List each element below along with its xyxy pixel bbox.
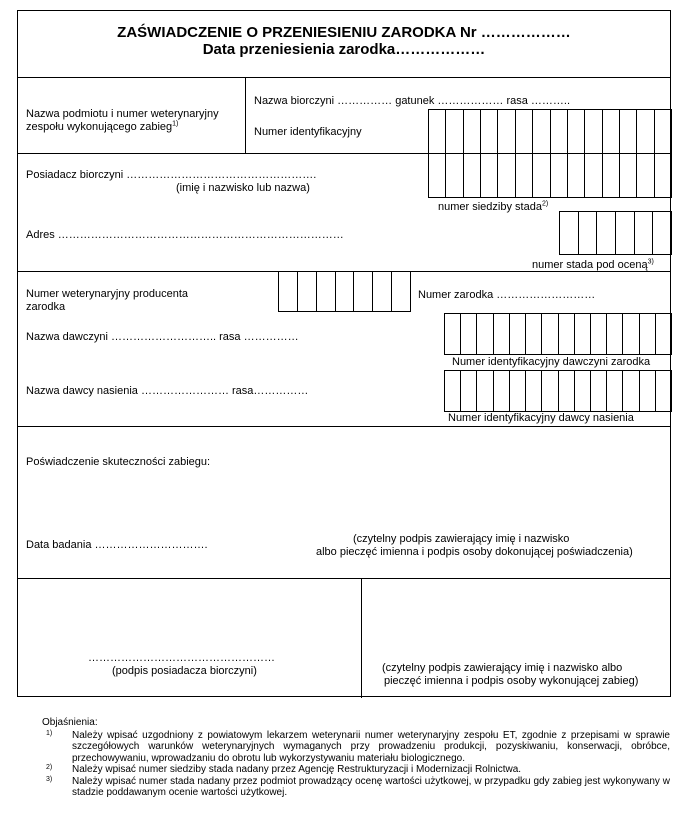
entity-label: Nazwa podmiotu i numer weterynaryjny bbox=[26, 108, 219, 120]
owner-hint: (imię i nazwisko lub nazwa) bbox=[176, 182, 310, 194]
owner-signature-hint: (podpis posiadacza biorczyni) bbox=[112, 665, 257, 677]
producer-label-line2: zarodka bbox=[26, 301, 66, 313]
vet-signature-hint-line2: pieczęć imienna i podpis osoby wykonującej zabieg) bbox=[384, 675, 639, 687]
footnotes bbox=[42, 717, 670, 799]
confirm-signature-hint: (czytelny podpis zawierający imię i nazwisko bbox=[353, 533, 570, 545]
address-line[interactable]: Adres …………………………………………………………………… bbox=[26, 229, 344, 241]
owner-line[interactable]: Posiadacz biorczyni ……………………………………………. bbox=[26, 169, 317, 181]
confirm-signature-hint-line2: albo pieczęć imienna i podpis osoby dokonującej poświadczenia) bbox=[316, 546, 633, 558]
herd-seat-label: numer siedziby stada$^{2)}$ bbox=[438, 200, 549, 213]
divider-5 bbox=[18, 578, 670, 579]
footnotes-heading: Objaśnienia: bbox=[42, 717, 98, 728]
footnote-2: 2) Należy wpisać numer siedziby stada nadany przez Agencję Restrukturyzacji i Modernizacji Rolnictwa. bbox=[46, 764, 522, 775]
donor-line[interactable]: Nazwa dawczyni ……………………….. rasa …………… bbox=[26, 331, 299, 343]
recipient-id-grid[interactable] bbox=[428, 109, 672, 154]
embryo-number[interactable]: Numer zarodka ……………………… bbox=[418, 289, 596, 301]
footnote-3: 3) Należy wpisać numer stada nadany przez podmiot prowadzący ocenę wartości użytkowej, w przypadku gdy zabieg jest wykonywany w stadzie poddawanym ocenie wartości użytkowej. bbox=[46, 775, 670, 798]
sire-id-label: Numer identyfikacyjny dawcy nasienia bbox=[448, 412, 634, 424]
certificate-form bbox=[17, 10, 671, 697]
footnote-1: 1) Należy wpisać uzgodniony z powiatowym lekarzem weterynarii numer weterynaryjny zespołu ET, zgodnie z przepisami w sprawie szczegółowych warunków weterynaryjnych wymaganych przy prowadzeniu produkcji, pozyskiwaniu, konserwacji, obróbce, przechowywaniu, wprowadzaniu do obrotu lub wykorzystywaniu materiału biologicznego. bbox=[46, 729, 670, 764]
divider-4 bbox=[18, 426, 670, 427]
sire-id-grid[interactable] bbox=[444, 370, 672, 412]
producer-number-grid[interactable] bbox=[278, 271, 411, 312]
donor-id-grid[interactable] bbox=[444, 313, 672, 355]
confirmation-label: Poświadczenie skuteczności zabiegu: bbox=[26, 456, 211, 468]
herd-eval-grid[interactable] bbox=[559, 211, 672, 255]
entity-label-line2: zespołu wykonującego zabieg$^{1)}$ bbox=[26, 120, 179, 133]
owner-signature-line[interactable]: …………………………………………… bbox=[88, 652, 275, 664]
producer-label: Numer weterynaryjny producenta bbox=[26, 288, 189, 300]
form-title: ZAŚWIADCZENIE O PRZENIESIENIU ZARODKA Nr ……………… bbox=[117, 24, 571, 41]
recipient-line[interactable]: Nazwa biorczyni …………… gatunek ……………… rasa ……….. bbox=[254, 95, 571, 107]
donor-id-label: Numer identyfikacyjny dawczyni zarodka bbox=[452, 356, 651, 368]
section1-vdivider bbox=[245, 77, 246, 153]
vet-signature-hint: (czytelny podpis zawierający imię i nazwisko albo bbox=[382, 662, 623, 674]
sire-line[interactable]: Nazwa dawcy nasienia …………………… rasa…………… bbox=[26, 385, 309, 397]
signature-vdivider bbox=[361, 578, 362, 698]
form-subtitle: Data przeniesienia zarodka……………… bbox=[202, 41, 486, 58]
herd-seat-grid[interactable] bbox=[428, 153, 672, 198]
herd-eval-label: numer stada pod oceną$^{3)}$ bbox=[532, 258, 654, 271]
divider-1 bbox=[18, 77, 670, 78]
recipient-id-label: Numer identyfikacyjny bbox=[254, 126, 362, 138]
exam-date[interactable]: Data badania …………………………. bbox=[26, 539, 208, 551]
